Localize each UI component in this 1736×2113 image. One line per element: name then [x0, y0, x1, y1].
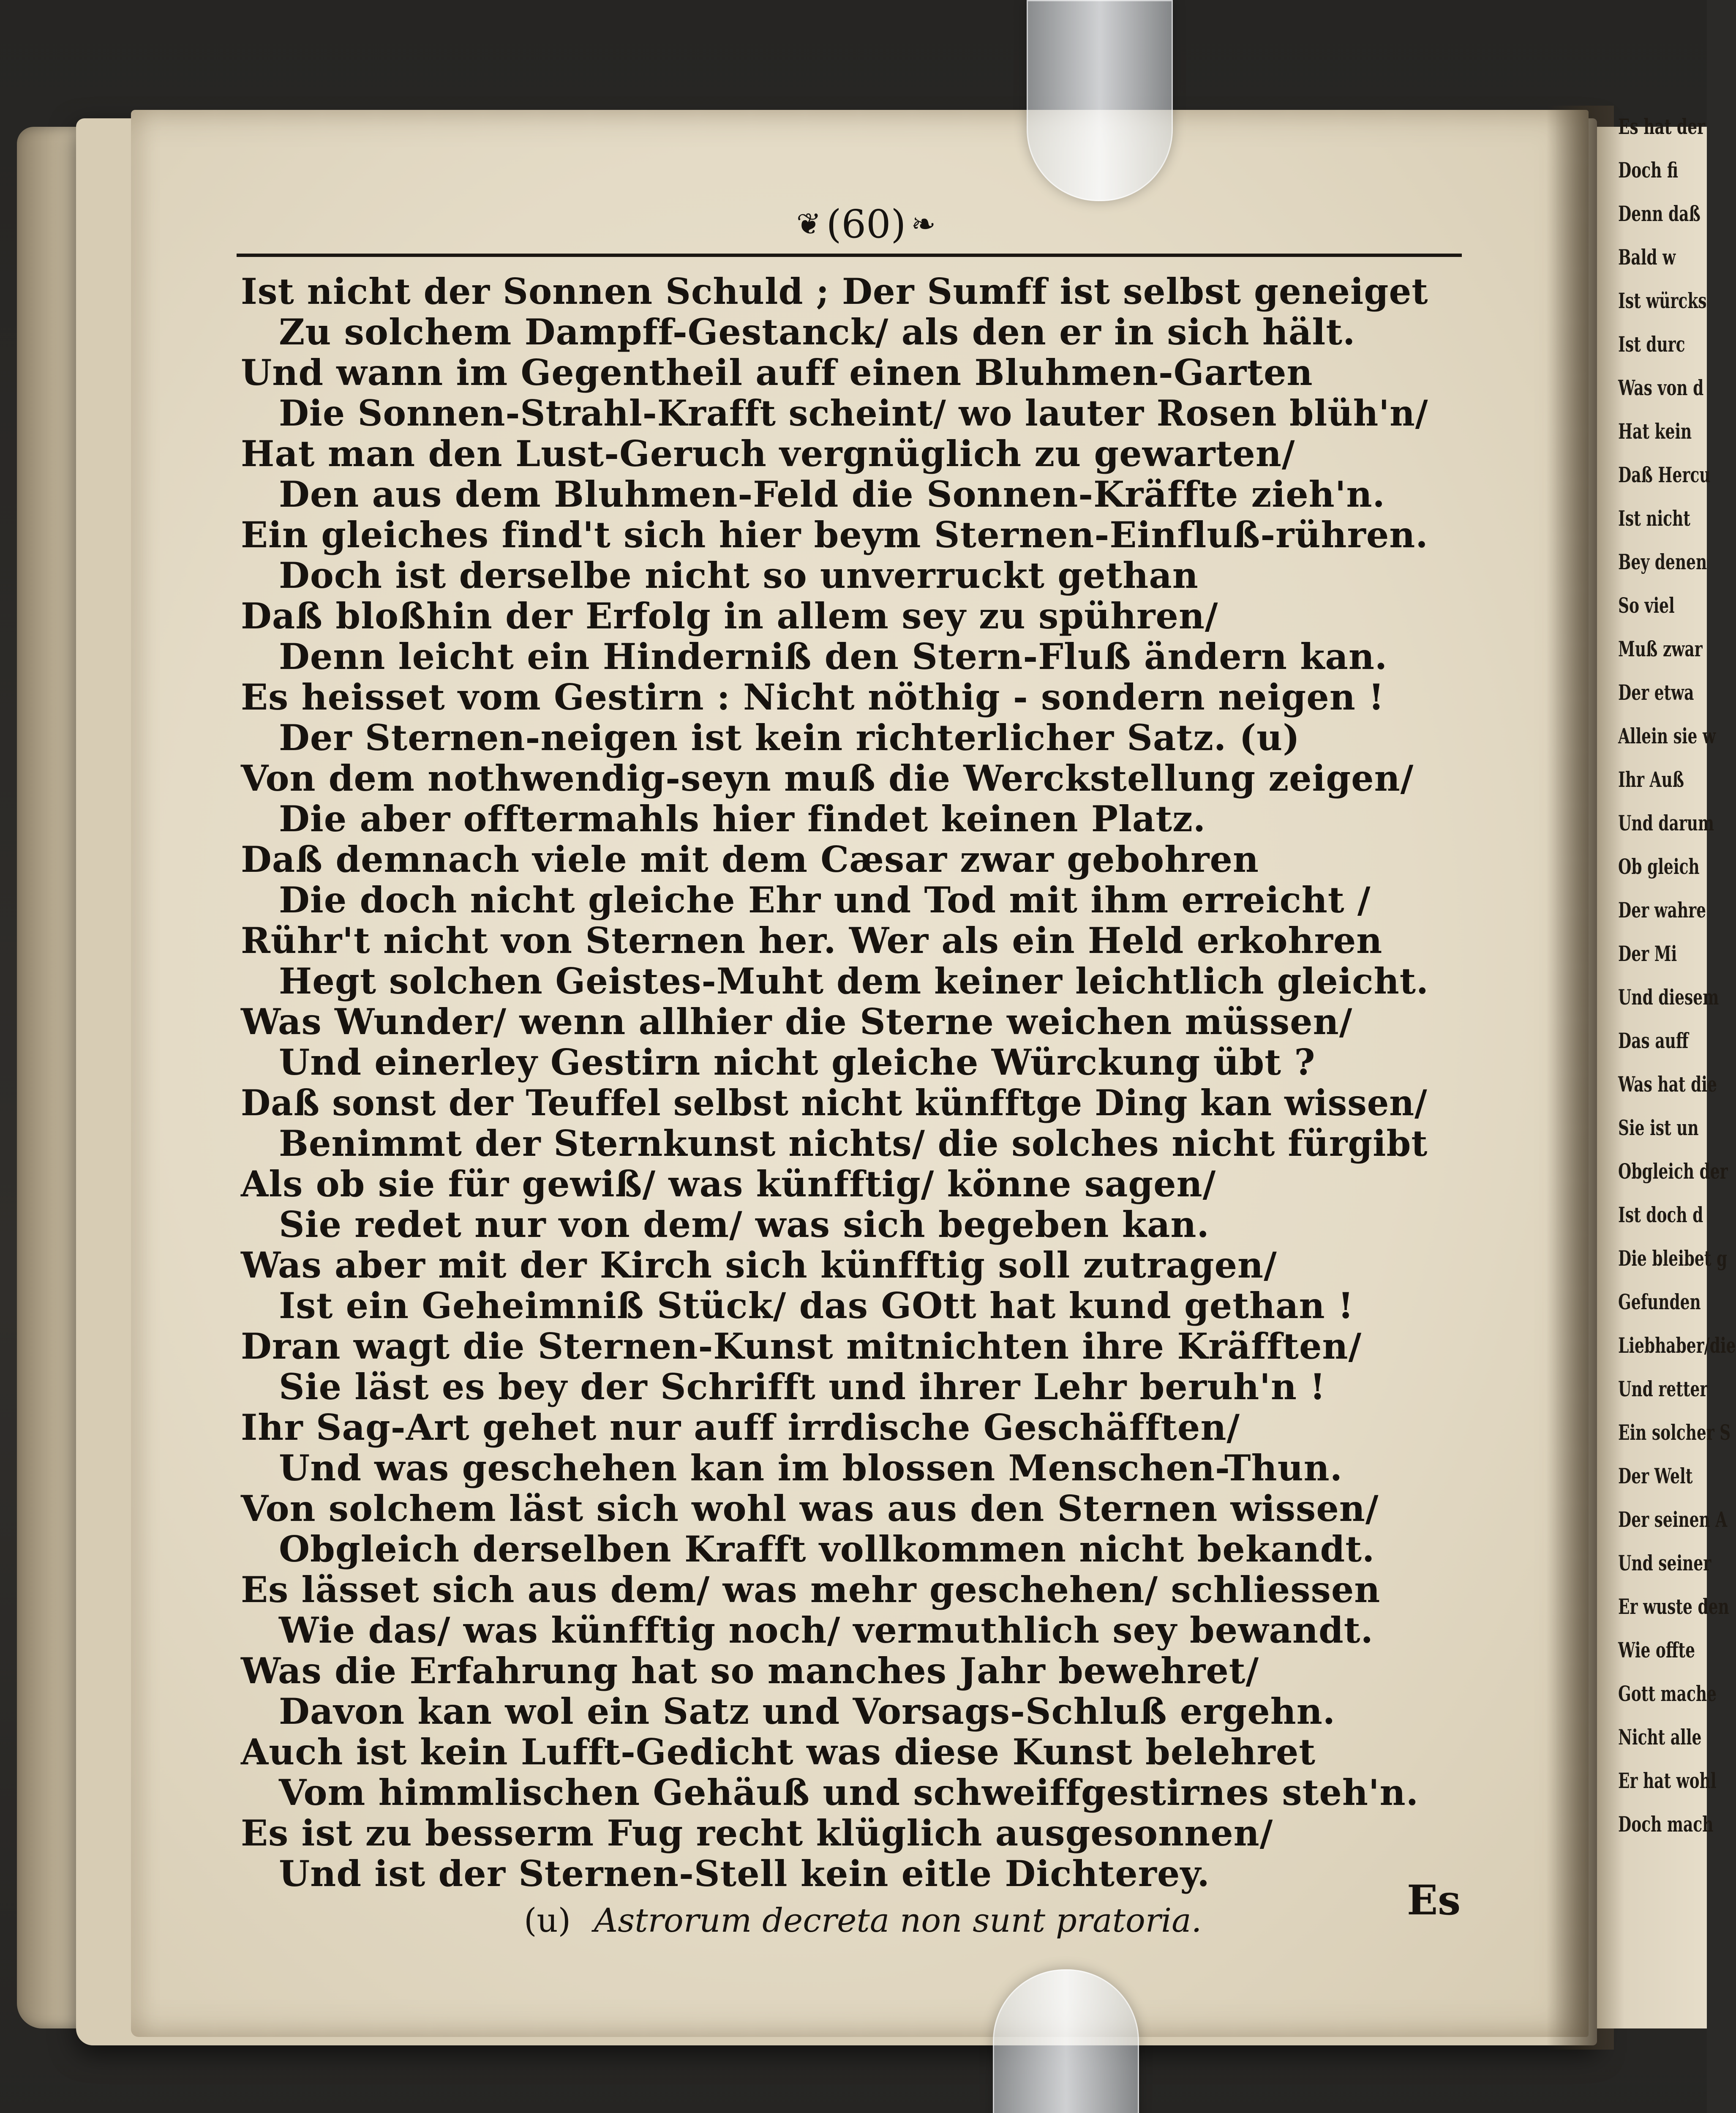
- poem-line: Davon kan wol ein Satz und Vorsags-Schluß ergehn.: [279, 1690, 1336, 1732]
- poem-line: Daß sonst der Teuffel selbst nicht künfftge Ding kan wissen/: [241, 1082, 1428, 1124]
- facing-page-line: Und seiner: [1618, 1551, 1711, 1575]
- poem-line: Doch ist derselbe nicht so unverruckt gethan: [279, 554, 1199, 596]
- poem-line: Dran wagt die Sternen-Kunst mitnichten ihre Kräfften/: [241, 1325, 1362, 1367]
- poem-line: Es heisset vom Gestirn : Nicht nöthig - sondern neigen !: [241, 676, 1384, 718]
- poem-line: Die doch nicht gleiche Ehr und Tod mit ihm erreicht /: [279, 879, 1371, 921]
- facing-page-line: Ein solcher S: [1618, 1420, 1731, 1445]
- facing-page-line: Wie offte: [1618, 1638, 1695, 1663]
- facing-page-line: Er wuste den: [1618, 1594, 1729, 1619]
- facing-page-line: Er hat wohl: [1618, 1768, 1717, 1793]
- facing-page-line: Sie ist un: [1618, 1115, 1699, 1140]
- facing-page-line: Und darum: [1618, 811, 1714, 835]
- footnote-text: Astrorum decreta non sunt pratoria.: [594, 1902, 1202, 1940]
- facing-page-line: Doch fi: [1618, 158, 1679, 183]
- poem-line: Ist ein Geheimniß Stück/ das GOtt hat kund gethan !: [279, 1285, 1354, 1327]
- poem-line: Hegt solchen Geistes-Muht dem keiner leichtlich gleicht.: [279, 960, 1429, 1002]
- poem-line: Ein gleiches find't sich hier beym Sternen-Einfluß-rühren.: [241, 514, 1428, 556]
- footnote: [524, 1902, 1202, 1940]
- facing-page-line: Gefunden: [1618, 1289, 1701, 1314]
- poem-line: Von solchem läst sich wohl was aus den Sternen wissen/: [241, 1488, 1379, 1529]
- poem-line: Ihr Sag-Art gehet nur auff irrdische Geschäfften/: [241, 1406, 1240, 1448]
- facing-page-line: Liebhaber/die: [1618, 1333, 1736, 1358]
- poem-line: Auch ist kein Lufft-Gedicht was diese Kunst belehret: [241, 1731, 1316, 1773]
- poem-line: Der Sternen-neigen ist kein richterlicher Satz. (u): [279, 717, 1300, 759]
- facing-page-line: Ob gleich: [1618, 854, 1700, 879]
- facing-page-line: Und diesem: [1618, 985, 1719, 1010]
- facing-page-line: Der Welt: [1618, 1463, 1693, 1488]
- facing-page-line: Ist nicht: [1618, 506, 1690, 531]
- facing-page-line: Doch mach: [1618, 1812, 1714, 1837]
- poem-line: Und einerley Gestirn nicht gleiche Würckung übt ?: [279, 1041, 1316, 1083]
- page-holder-bottom: [993, 1969, 1139, 2113]
- facing-page-line: Nicht alle: [1618, 1725, 1702, 1750]
- poem-line: Was Wunder/ wenn allhier die Sterne weichen müssen/: [241, 1001, 1353, 1043]
- header-rule: [237, 254, 1462, 257]
- poem-line: Zu solchem Dampff-Gestanck/ als den er in sich hält.: [279, 311, 1356, 353]
- poem-line: Rühr't nicht von Sternen her. Wer als ein Held erkohren: [241, 920, 1383, 961]
- catchword: Es: [1407, 1876, 1461, 1924]
- poem-line: Die aber offtermahls hier findet keinen Platz.: [279, 798, 1206, 840]
- facing-page-line: Es hat der: [1618, 114, 1705, 139]
- facing-page-line: Muß zwar: [1618, 636, 1703, 661]
- facing-page-line: So viel: [1618, 593, 1675, 618]
- poem-line: Als ob sie für gewiß/ was künfftig/ könne sagen/: [241, 1163, 1216, 1205]
- poem-line: Es ist zu besserm Fug recht klüglich ausgesonnen/: [241, 1812, 1273, 1854]
- poem-line: Denn leicht ein Hinderniß den Stern-Fluß ändern kan.: [279, 636, 1388, 677]
- ornament-right-icon: ❧: [911, 207, 936, 241]
- facing-page-line: Was hat die: [1618, 1072, 1717, 1097]
- facing-page-line: Und retter: [1618, 1376, 1708, 1401]
- facing-page-line: Der etwa: [1618, 680, 1694, 705]
- facing-page-line: Bey denen: [1618, 549, 1707, 574]
- poem-line: Es lässet sich aus dem/ was mehr geschehen/ schliessen: [241, 1569, 1381, 1611]
- facing-page-line: Der Mi: [1618, 941, 1677, 966]
- facing-page-line: Was von d: [1618, 375, 1704, 400]
- poem-line: Obgleich derselben Krafft vollkommen nicht bekandt.: [279, 1528, 1375, 1570]
- facing-page-line: Hat kein: [1618, 419, 1692, 444]
- facing-page-line: Ist durc: [1618, 332, 1685, 357]
- facing-page-line: Die bleibet g: [1618, 1246, 1728, 1271]
- facing-page-line: Daß Hercu: [1618, 462, 1711, 487]
- page-header: [769, 199, 963, 249]
- poem-line: Und wann im Gegentheil auff einen Bluhmen-Garten: [241, 352, 1313, 393]
- facing-page-line: Obgleich der: [1618, 1159, 1728, 1184]
- poem-line: Was aber mit der Kirch sich künfftig soll zutragen/: [241, 1244, 1277, 1286]
- poem-line: Und ist der Sternen-Stell kein eitle Dichterey.: [279, 1853, 1210, 1895]
- poem-line: Die Sonnen-Strahl-Krafft scheint/ wo lauter Rosen blüh'n/: [279, 392, 1428, 434]
- poem-line: Wie das/ was künfftig noch/ vermuthlich sey bewandt.: [279, 1609, 1374, 1651]
- poem-line: Was die Erfahrung hat so manches Jahr bewehret/: [241, 1650, 1259, 1692]
- footnote-mark: (u): [524, 1902, 571, 1940]
- poem-line: Sie läst es bey der Schrifft und ihrer Lehr beruh'n !: [279, 1366, 1326, 1408]
- facing-page-line: Ist doch d: [1618, 1202, 1703, 1227]
- facing-page-line: Denn daß: [1618, 201, 1701, 226]
- facing-page-line: Gott mache: [1618, 1681, 1717, 1706]
- poem-line: Von dem nothwendig-seyn muß die Werckstellung zeigen/: [241, 757, 1414, 799]
- facing-page-line: Bald w: [1618, 245, 1676, 270]
- poem-line: Benimmt der Sternkunst nichts/ die solches nicht fürgibt: [279, 1122, 1428, 1164]
- facing-page-line: Ist würcks: [1618, 288, 1707, 313]
- facing-page-line: Der wahre: [1618, 898, 1706, 923]
- facing-page-line: Der seinen A: [1618, 1507, 1728, 1532]
- poem-line: Und was geschehen kan im blossen Menschen-Thun.: [279, 1447, 1343, 1489]
- poem-line: Sie redet nur von dem/ was sich begeben kan.: [279, 1204, 1210, 1245]
- facing-page-line: Allein sie w: [1618, 723, 1716, 748]
- page-holder-top: [1027, 0, 1173, 201]
- ornament-left-icon: ❦: [796, 207, 821, 241]
- poem-line: Daß bloßhin der Erfolg in allem sey zu spühren/: [241, 595, 1218, 637]
- facing-page-line: Das auff: [1618, 1028, 1689, 1053]
- poem-line: Ist nicht der Sonnen Schuld ; Der Sumff ist selbst geneiget: [241, 270, 1428, 312]
- facing-page-line: Ihr Auß: [1618, 767, 1684, 792]
- poem-line: Hat man den Lust-Geruch vergnüglich zu gewarten/: [241, 433, 1295, 475]
- poem-line: Vom himmlischen Gehäuß und schweiffgestirnes steh'n.: [279, 1772, 1419, 1813]
- poem-line: Daß demnach viele mit dem Cæsar zwar gebohren: [241, 838, 1259, 880]
- page-number: (60): [826, 201, 906, 247]
- facing-page: [1597, 114, 1736, 2028]
- poem-line: Den aus dem Bluhmen-Feld die Sonnen-Kräffte zieh'n.: [279, 473, 1385, 515]
